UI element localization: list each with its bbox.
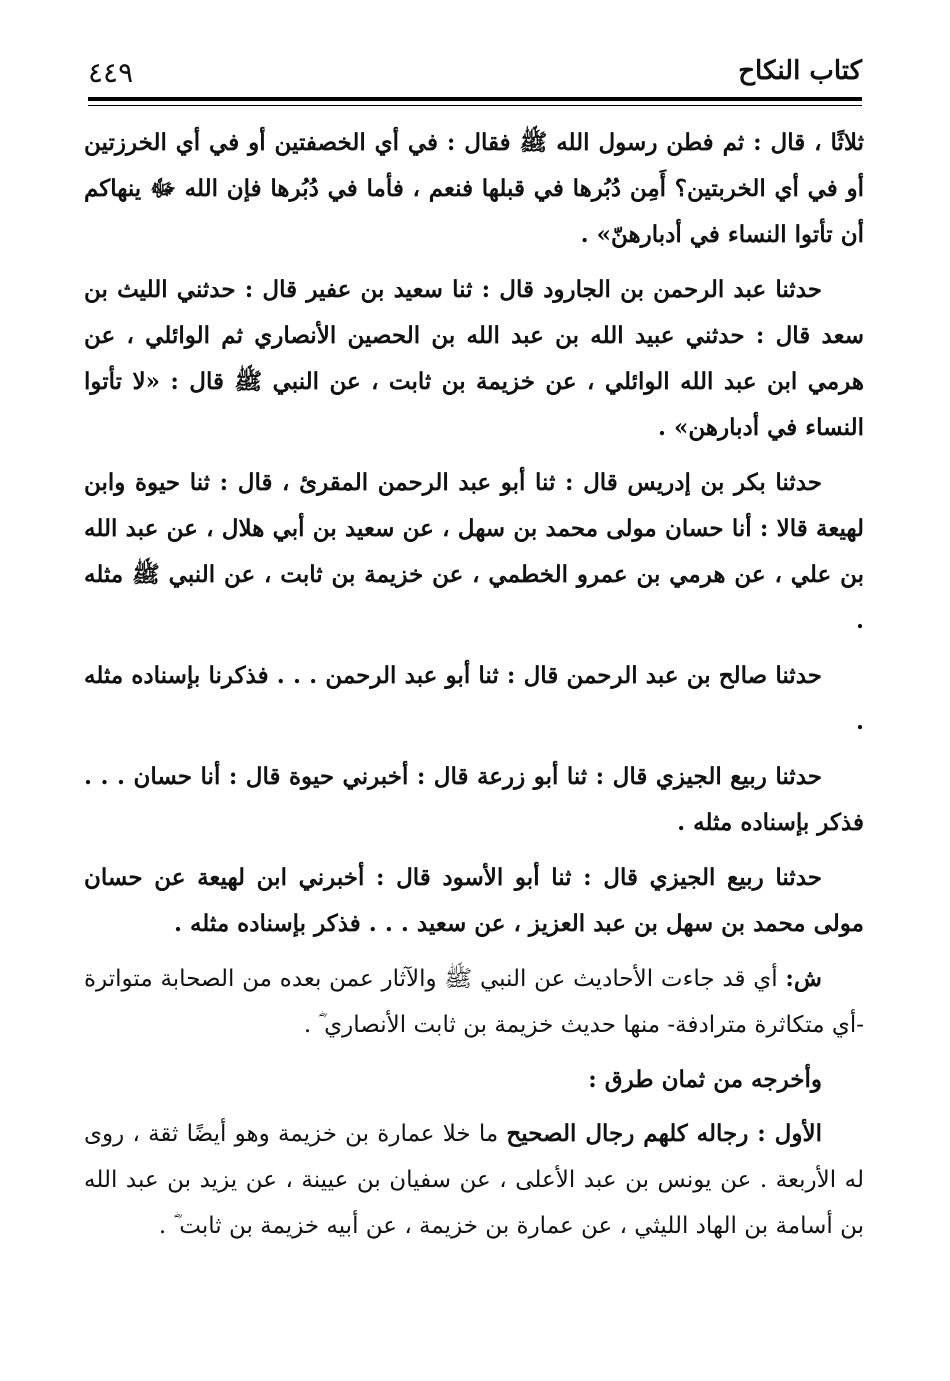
commentary-text: أي قد جاءت الأحاديث عن النبي ﷺ والآثار عمن بعده من الصحابة متواترة -أي متكاثرة مترادفة- منها حديث خزيمة بن ثابت الأنصاري ؓ . — [84, 966, 864, 1038]
commentary-marker: ش: — [785, 965, 822, 992]
first-route-text: ما خلا عمارة بن خزيمة وهو أيضًا ثقة ، روى له الأربعة . عن يونس بن عبد الأعلى ، عن سفيان بن عيينة ، عن يزيد بن عبد الله بن أسامة بن الهاد الليثي ، عن عمارة بن خزيمة ، عن أبيه خزيمة بن ثابت ؓ . — [84, 1121, 864, 1239]
paragraph-hadith-continuation: ثلاثًا ، قال : ثم فطن رسول الله ﷺ فقال : في أي الخصفتين أو في أي الخرزتين أو في أي الخربتين؟ أَمِن دُبُرها في قبلها فنعم ، فأما في دُبُرها فإن الله ﷻ ينهاكم أن تأتوا النساء في أدبارهنّ» . — [84, 129, 864, 248]
paragraph-commentary — [84, 956, 864, 1048]
page-body — [84, 120, 864, 1258]
paragraph-isnad-5: حدثنا ربيع الجيزي قال : ثنا أبو الأسود قال : أخبرني ابن لهيعة عن حسان مولى محمد بن سهل بن عبد العزيز ، عن سعيد . . . فذكر بإسناده مثله . — [84, 864, 864, 937]
page-header — [88, 52, 862, 92]
first-route-lead: الأول : رجاله كلهم رجال الصحيح — [506, 1120, 823, 1147]
header-rule-thick — [88, 97, 862, 101]
paragraph-isnad-4: حدثنا ربيع الجيزي قال : ثنا أبو زرعة قال : أخبرني حيوة قال : أنا حسان . . . فذكر بإسناده مثله . — [84, 763, 864, 836]
paragraph-isnad-2: حدثنا بكر بن إدريس قال : ثنا أبو عبد الرحمن المقرئ ، قال : ثنا حيوة وابن لهيعة قالا : أنا حسان مولى محمد بن سهل ، عن سعيد بن أبي هلال ، عن عبد الله بن علي ، عن هرمي بن عمرو الخطمي ، عن خزيمة بن ثابت ، عن النبي ﷺ مثله . — [84, 469, 864, 634]
running-title: كتاب النكاح — [738, 56, 862, 86]
header-rule-thin — [88, 105, 862, 106]
page-number: ٤٤٩ — [88, 56, 134, 89]
paragraph-isnad-1: حدثنا عبد الرحمن بن الجارود قال : ثنا سعيد بن عفير قال : حدثني الليث بن سعد قال : حدثني عبيد الله بن عبد الله بن الحصين الأنصاري ثم الوائلي ، عن هرمي ابن عبد الله الوائلي ، عن خزيمة بن ثابت ، عن النبي ﷺ قال : «لا تأتوا النساء في أدبارهن» . — [84, 276, 864, 441]
paragraph-first-route — [84, 1111, 864, 1249]
paragraph-isnad-3: حدثنا صالح بن عبد الرحمن قال : ثنا أبو عبد الرحمن . . . فذكرنا بإسناده مثله . — [84, 662, 864, 735]
section-heading: وأخرجه من ثمان طرق : — [588, 1066, 822, 1093]
